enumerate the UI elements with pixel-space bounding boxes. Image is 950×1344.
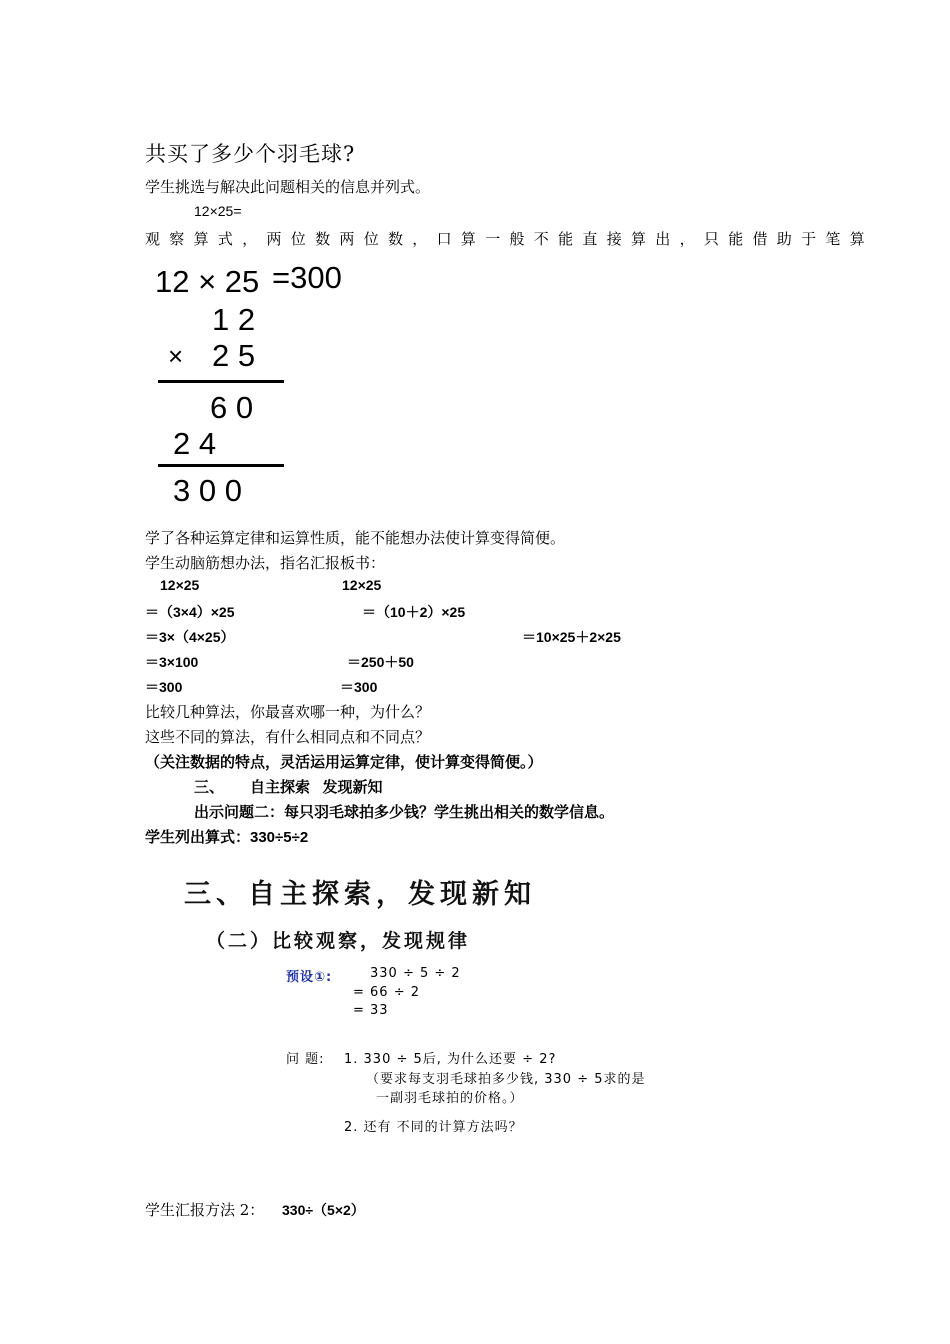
method-b-step: ＝10×25＋2×25 [522,629,621,645]
method-b-step: 12×25 [342,577,382,593]
method2-expression: 330÷（5×2） [282,1202,365,1218]
expression-12x25: 12×25= [194,203,242,219]
preset-line-1: 330 ÷ 5 ÷ 2 [370,966,461,981]
report-line: 学生动脑筋想办法，指名汇报板书： [145,554,386,572]
learned-line: 学了各种运算定律和运算性质，能不能想办法使计算变得简便。 [145,529,566,547]
preset-line-2: = 66 ÷ 2 [353,985,420,1000]
observe-line: 观察算式，两位数两位数，口算一般不能直接算出，只能借助于笔算 [145,230,875,248]
method-a-step: 12×25 [160,577,200,593]
slide-question-2: 2. 还有 不同的计算方法吗？ [344,1120,523,1135]
slide-question-1-note-a: （要求每支羽毛球拍多少钱, 330 ÷ 5求的是 [366,1072,646,1087]
calc-rule-2 [158,464,284,467]
method-a-step: ＝300 [145,679,183,695]
slide-subtitle: （二）比较观察，发现规律 [206,930,471,952]
method-a-step: ＝3×100 [145,654,199,670]
student-expression: 学生列出算式：330÷5÷2 [145,829,309,846]
calc-partial-60: 6 0 [210,390,254,425]
calc-rule-1 [158,380,284,383]
slide-image [170,858,770,1158]
question-heading: 共买了多少个羽毛球? [145,142,356,166]
section3-title: 自主探索 发现新知 [250,779,383,796]
method2-label: 学生汇报方法 2： [145,1201,265,1219]
problem-two: 出示问题二：每只羽毛球拍多少钱？学生挑出相关的数学信息。 [194,804,615,821]
question-label: 问 题: [286,1052,325,1067]
key-note: （关注数据的特点，灵活运用运算定律，使计算变得简便。） [145,754,543,771]
slide-title: 三、自主探索，发现新知 [184,879,536,910]
slide-question-1: 1. 330 ÷ 5后, 为什么还要 ÷ 2? [344,1052,557,1067]
calc-result: =300 [272,260,342,295]
slide-question-1-note-b: 一副羽毛球拍的价格。） [376,1091,524,1106]
method-a-step: ＝3×（4×25） [145,629,235,645]
section3-number: 三、 [194,779,225,796]
calc-partial-24: 2 4 [173,426,217,461]
select-info-line: 学生挑选与解决此问题相关的信息并列式。 [145,178,431,196]
preset-line-3: = 33 [353,1003,389,1018]
times-sign: × [168,341,184,371]
preset-label-text: 预设①: [286,970,333,985]
difference-question: 这些不同的算法，有什么相同点和不同点？ [145,728,431,746]
calc-total: 3 0 0 [173,473,242,508]
method-b-step: ＝250＋50 [347,654,414,670]
calc-title: 12 × 25 [155,264,260,299]
method-b-step: ＝300 [340,679,378,695]
compare-question: 比较几种算法，你最喜欢哪一种，为什么？ [145,703,431,721]
method-b-step: ＝（10＋2）×25 [362,604,466,620]
calc-row-25: 2 5 [212,338,256,373]
preset-label [286,966,332,985]
method-a-step: ＝（3×4）×25 [145,604,235,620]
calc-row-12: 1 2 [212,302,256,337]
